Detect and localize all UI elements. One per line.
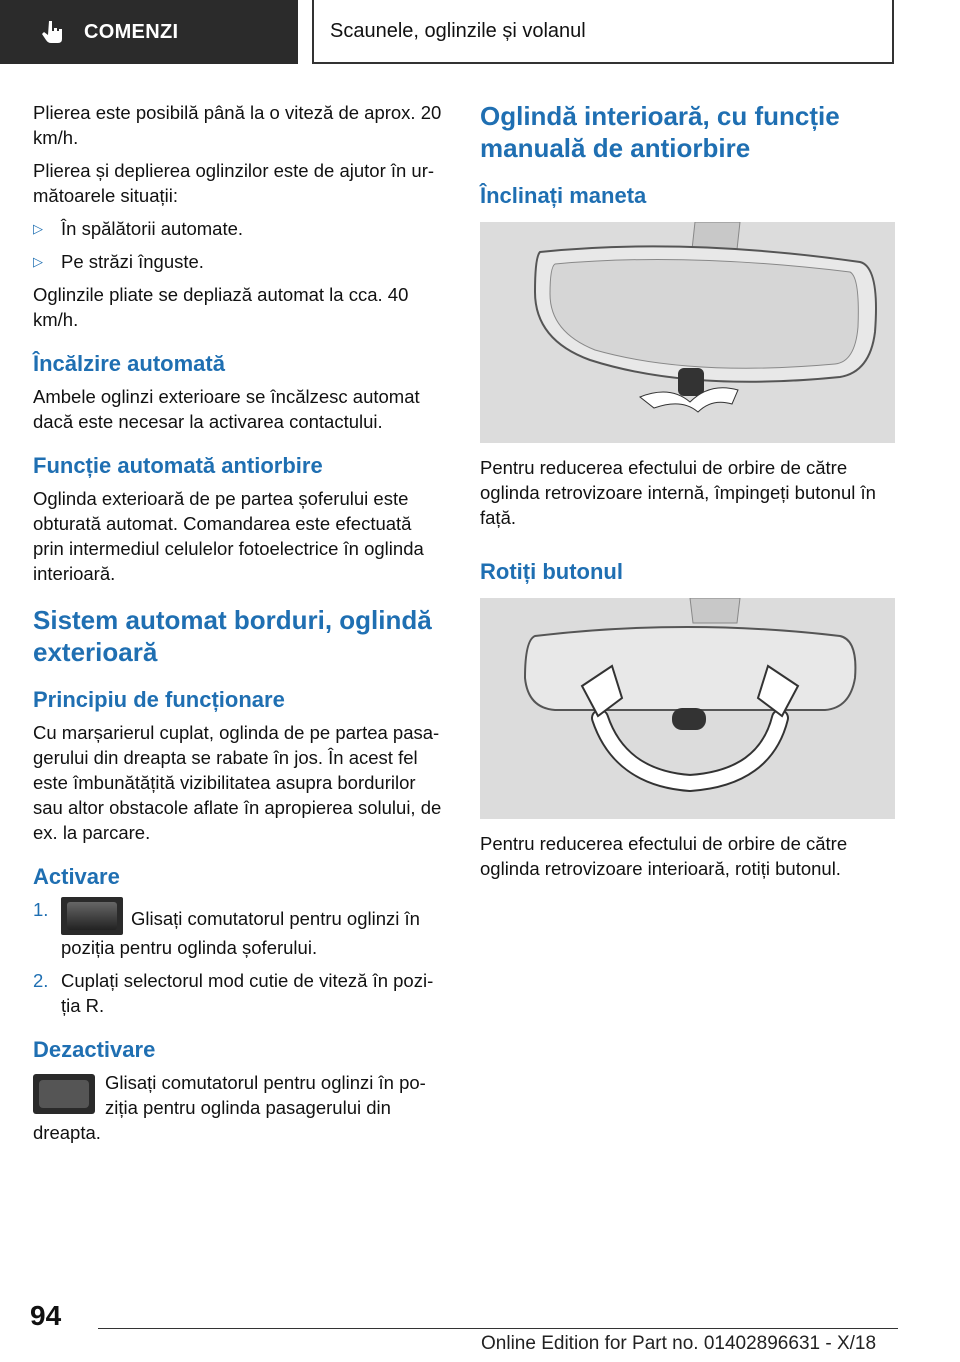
triangle-bullet-icon: ▷ (33, 221, 43, 236)
heading-heating: Încălzire automată (33, 351, 225, 376)
list-item: ▷ În spălătorii automate. (33, 218, 244, 239)
section-tab (0, 0, 298, 64)
section-label: COMENZI (84, 20, 179, 43)
paragraph: Ambele oglinzi exterioare se încălzesc automat dacă este necesar la activarea contactului. (33, 386, 420, 432)
paragraph: Plierea și deplierea oglinzilor este de ajutor în ur-mătoarele situații: (33, 160, 435, 206)
paragraph: Oglinzile pliate se depliază automat la cca. 40 km/h. (33, 284, 409, 330)
right-column (480, 100, 895, 889)
hand-pointer-icon (40, 19, 66, 45)
heading-deactivate: Dezactivare (33, 1037, 156, 1062)
left-column (33, 100, 445, 1153)
step-item: 1. Glisați comutatorul pentru oglinzi în poziția pentru oglinda șoferului. (33, 899, 420, 958)
step-item: 2. Cuplați selectorul mod cutie de viteză în pozi-ția R. (33, 970, 434, 1016)
paragraph: Oglinda exterioară de pe partea șoferului este obturată automat. Comandarea este efectuată prin intermediul celulelor fotoelectrice în oglinda interioară. (33, 488, 424, 584)
page-number: 94 (30, 1300, 62, 1331)
mirror-lever-illustration (480, 222, 895, 443)
heading-interior-mirror: Oglindă interioară, cu funcție manuală de antiorbire (480, 101, 840, 163)
heading-curb-system: Sistem automat borduri, oglindă exterioară (33, 605, 432, 667)
heading-principle: Principiu de funcționare (33, 687, 285, 712)
paragraph: Plierea este posibilă până la o viteză de aprox. 20 km/h. (33, 102, 442, 148)
heading-tilt: Înclinați maneta (480, 183, 647, 208)
heading-antiglare: Funcție automată antiorbire (33, 453, 323, 478)
mirror-switch-icon (61, 897, 123, 935)
heading-rotate: Rotiți butonul (480, 559, 623, 584)
heading-activate: Activare (33, 864, 120, 889)
list-item: ▷ Pe străzi înguste. (33, 251, 204, 272)
edition-note: Online Edition for Part no. 01402896631 - X/18 (481, 1333, 877, 1354)
chapter-title: Scaunele, oglinzile și volanul (312, 0, 894, 64)
mirror-knob-illustration (480, 598, 895, 819)
triangle-bullet-icon: ▷ (33, 254, 43, 269)
paragraph: Cu marșarierul cuplat, oglinda de pe partea pasa-gerului din dreapta se rabate în jos. În acest fel este îmbunătățită vizibilitatea asupra bordurilor sau altor obstacole aflate în apropierea solului, de ex. la parcare. (33, 722, 442, 843)
paragraph: Pentru reducerea efectului de orbire de către oglinda retrovizoare interioară, rotiți butonul. (480, 833, 848, 879)
paragraph: Glisați comutatorul pentru oglinzi în po-ziția pentru oglinda pasagerului din dreapta. (33, 1072, 426, 1143)
paragraph: Pentru reducerea efectului de orbire de către oglinda retrovizoare internă, împingeți butonul în față. (480, 457, 876, 528)
mirror-switch-icon (33, 1074, 95, 1114)
footer-divider (98, 1328, 898, 1329)
